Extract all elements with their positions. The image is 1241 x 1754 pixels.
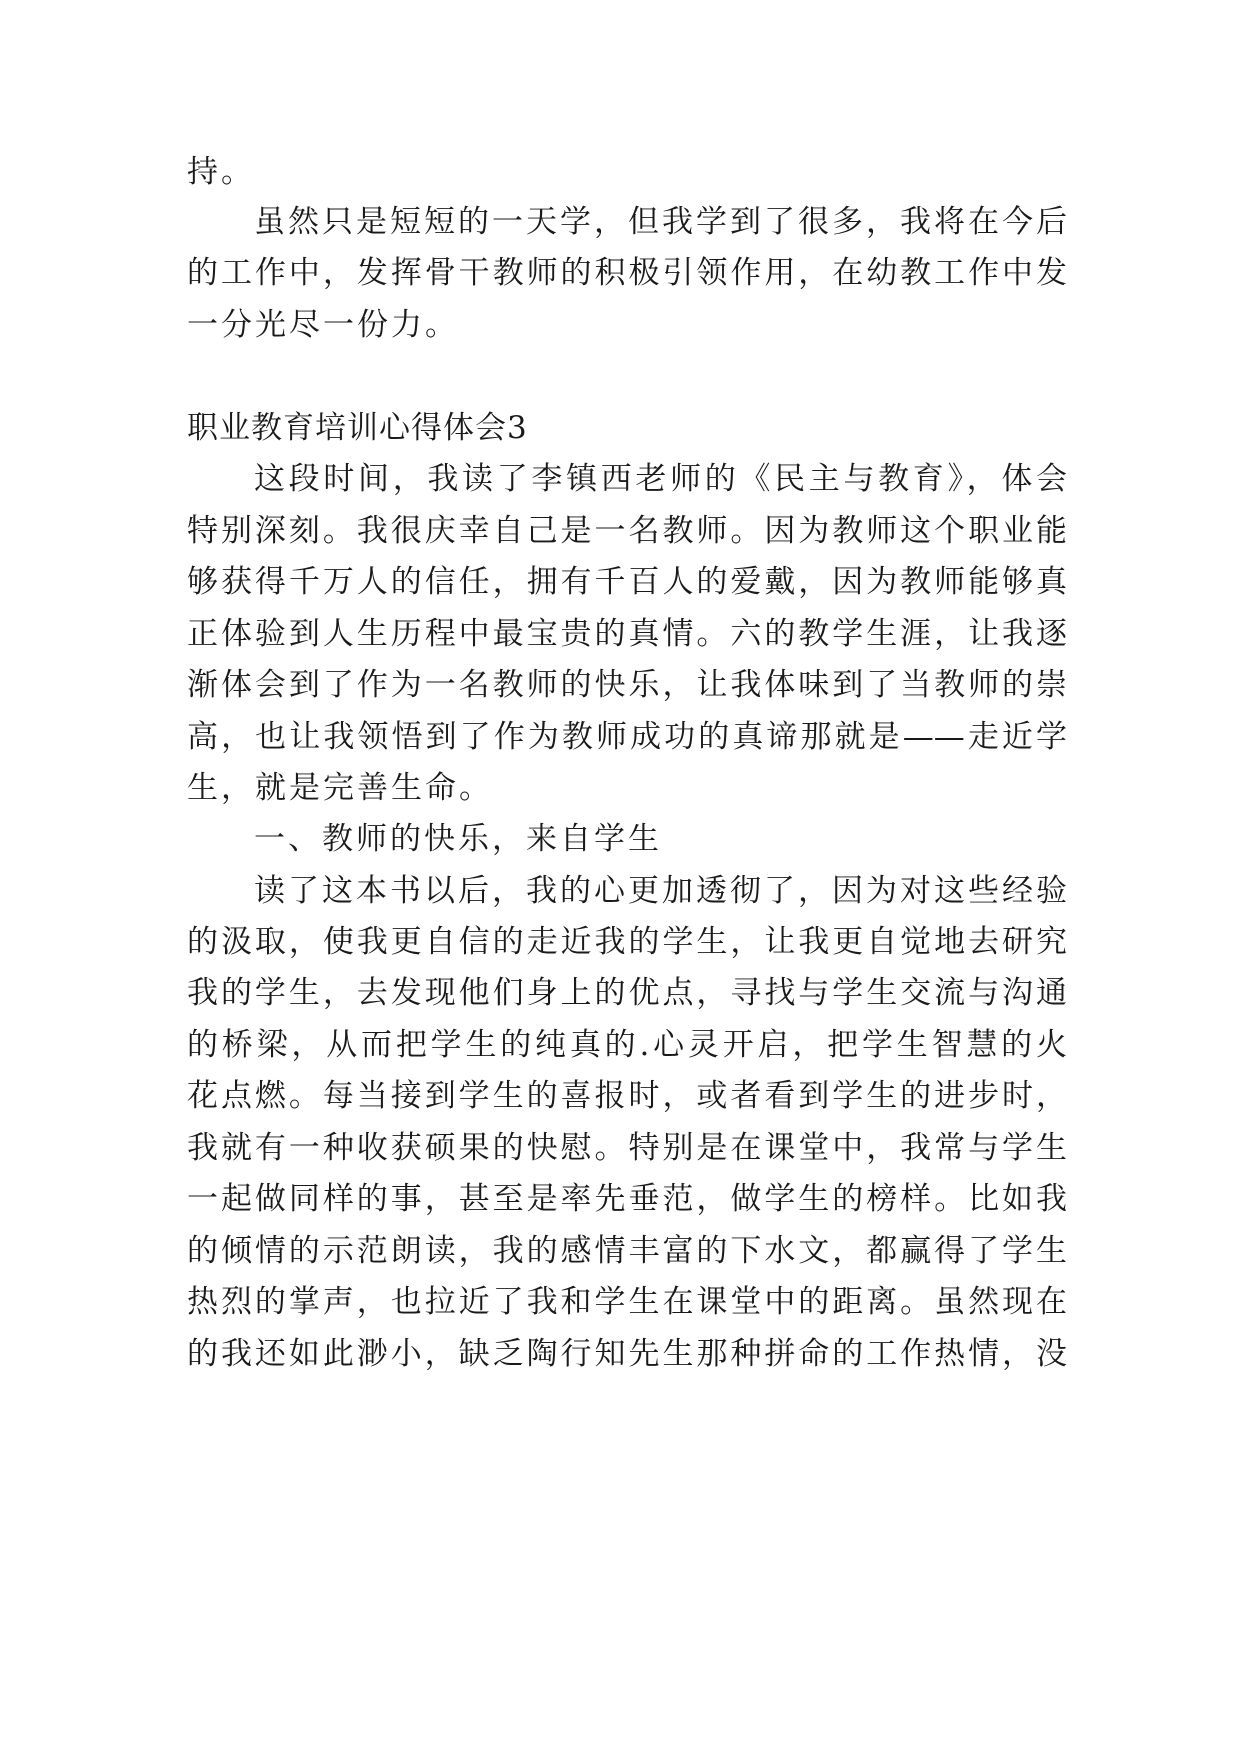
text-line: 生，就是完善生命。 [187, 770, 493, 806]
paragraph-first-line: 这段时间，我读了李镇西老师的《民主与教育》，体会 [254, 461, 1067, 497]
paragraph-first-line: 虽然只是短短的一天学，但我学到了很多，我将在今后 [254, 204, 1067, 240]
text-line: 花点燃。每当接到学生的喜报时，或者看到学生的进步时， [187, 1078, 1067, 1114]
text-line: 特别深刻。我很庆幸自己是一名教师。因为教师这个职业能 [187, 513, 1067, 549]
text-line: 的汲取，使我更自信的走近我的学生，让我更自觉地去研究 [187, 924, 1067, 960]
text-line: 的我还如此渺小，缺乏陶行知先生那种拼命的工作热情，没 [187, 1336, 1067, 1372]
text-line: 的工作中，发挥骨干教师的积极引领作用，在幼教工作中发 [187, 255, 1067, 291]
text-line: 的桥梁，从而把学生的纯真的.心灵开启，把学生智慧的火 [187, 1027, 1067, 1063]
text-line: 的倾情的示范朗读，我的感情丰富的下水文，都赢得了学生 [187, 1233, 1067, 1269]
text-line: 我的学生，去发现他们身上的优点，寻找与学生交流与沟通 [187, 975, 1067, 1011]
text-line: 渐体会到了作为一名教师的快乐，让我体味到了当教师的崇 [187, 667, 1067, 703]
text-line: 正体验到人生历程中最宝贵的真情。六的教学生涯，让我逐 [187, 616, 1067, 652]
text-line: 我就有一种收获硕果的快慰。特别是在课堂中，我常与学生 [187, 1130, 1067, 1166]
paragraph-first-line: 读了这本书以后，我的心更加透彻了，因为对这些经验 [254, 873, 1067, 909]
subheading: 一、教师的快乐，来自学生 [254, 821, 662, 857]
text-line: 高，也让我领悟到了作为教师成功的真谛那就是——走近学 [187, 719, 1067, 755]
text-line: 热烈的掌声，也拉近了我和学生在课堂中的距离。虽然现在 [187, 1284, 1067, 1320]
text-line: 持。 [187, 154, 255, 190]
text-line: 一起做同样的事，甚至是率先垂范，做学生的榜样。比如我 [187, 1181, 1067, 1217]
text-line: 够获得千万人的信任，拥有千百人的爱戴，因为教师能够真 [187, 564, 1067, 600]
text-line: 一分光尽一份力。 [187, 307, 459, 343]
section-heading: 职业教育培训心得体会3 [187, 410, 528, 446]
